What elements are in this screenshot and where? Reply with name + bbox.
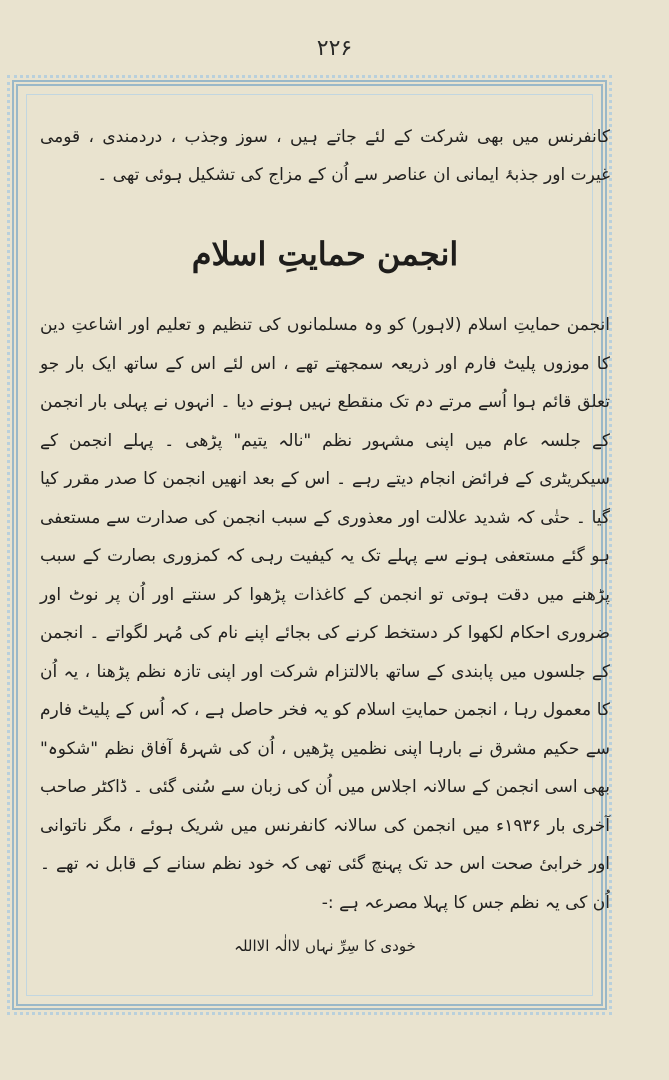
page-number: ۲۲۶ [316,36,353,61]
body-paragraph: انجمن حمایتِ اسلام (لاہور) کو وہ مسلمانوں کی تنظیم و تعلیم اور اشاعتِ دین کا موزوں پلیٹ فارم اور ذریعہ سمجھتے تھے ، اس لئے اس کے ساتھ ایک بار جو تعلق قائم ہوا اُسے مرتے دم تک منقطع نہیں ہونے دیا ۔ انہوں نے پہلی بار انجمن کے جلسہ عام میں اپنی مشہور نظم "نالہ یتیم" پڑھی ۔ پہلے انجمن کے سیکریٹری کے فرائض انجام دیتے رہے ۔ اس کے بعد انھیں انجمن کا صدر مقرر کیا گیا ۔ حتٰی کہ شدید علالت اور معذوری کے سبب انجمن کی صدارت سے مستعفی ہو گئے مستعفی ہونے سے پہلے تک یہ کیفیت رہی کہ کمزوری بصارت کے سبب پڑھنے میں دقت ہوتی تو انجمن کے کاغذات پڑھوا کر سنتے اور اُن پر نوٹ اور ضروری احکام لکھوا کر دستخط کرنے کی بجائے اپنے نام کی مُہر لگواتے ۔ انجمن کے جلسوں میں پابندی کے ساتھ بالالتزام شرکت اور اپنی تازہ نظم پڑھنا ، یہ اُن کا معمول رہا ، انجمن حمایتِ اسلام کو یہ فخر حاصل ہے ، کہ اُس کے پلیٹ فارم سے حکیم مشرق نے بارہا اپنی نظمیں پڑھیں ، اُن کی شہرۂ آفاق نظم "شکوہ" بھی اسی انجمن کے سالانہ اجلاس میں اُن کی زبان سے سُنی گئی ۔ ڈاکٹر صاحب آخری بار ۱۹۳۶ء میں انجمن کی سالانہ کانفرنس میں شریک ہوئے ، مگر ناتوانی اور خرابیٔ صحت اس حد تک پہنچ گئی تھی کہ خود نظم سنانے کے قابل نہ تھے ۔ اُن کی یہ نظم جس کا پہلا مصرعہ ہے :- [40,315,610,913]
intro-paragraph: کانفرنس میں بھی شرکت کے لئے جاتے ہیں ، سوز وجذب ، دردمندی ، قومی غیرت اور جذبۂ ایمانی ان عناصر سے اُن کے مزاج کی تشکیل ہوئی تھی ۔ [40,127,610,185]
article-body [40,118,610,960]
verse-line: خودی کا سِرِّ نہاں لاالٰہ الااللہ [234,937,416,955]
section-heading: انجمن حمایتِ اسلام [191,235,459,273]
